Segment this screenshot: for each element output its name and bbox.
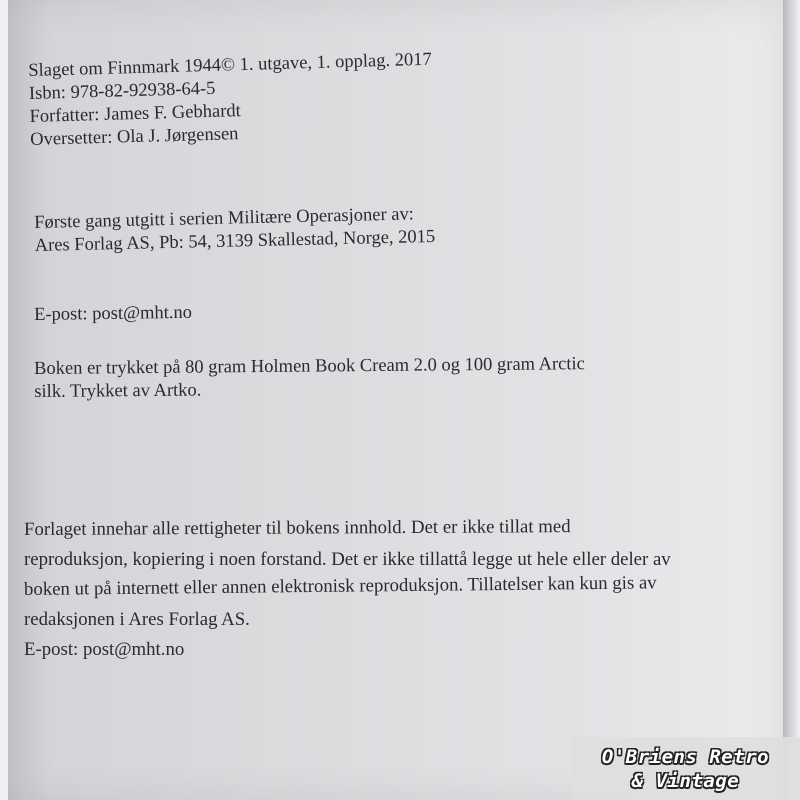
imprint-isbn-line: Isbn: 978-82-92938-64-5: [28, 78, 216, 104]
watermark-line-1: O'Briens Retro: [601, 745, 770, 768]
page-edge: [783, 0, 800, 800]
rights-line-2: reproduksjon, kopiering i noen forstand. Det er ikke tillattå legge ut hele eller deler av: [24, 549, 671, 570]
printing-line-1: Boken er trykket på 80 gram Holmen Book Cream 2.0 og 100 gram Arctic: [34, 354, 585, 379]
first-published-line-1: Første gang utgitt i serien Militære Operasjoner av:: [34, 204, 415, 233]
watermark-line-2: & Vintage: [631, 769, 740, 792]
rights-line-1: Forlaget innehar alle rettigheter til bokens innhold. Det er ikke tillat med: [23, 516, 571, 540]
printing-line-2: silk. Trykket av Artko.: [34, 380, 202, 402]
rights-email-line: E-post: post@mht.no: [24, 639, 185, 660]
book-page: [8, 0, 783, 800]
first-published-line-2: Ares Forlag AS, Pb: 54, 3139 Skallestad, Norge, 2015: [34, 226, 436, 256]
printing-block: [34, 353, 585, 404]
imprint-translator-line: Oversetter: Ola J. Jørgensen: [29, 124, 239, 150]
seller-watermark: [571, 737, 800, 800]
rights-line-4: redaksjonen i Ares Forlag AS.: [24, 609, 250, 630]
rights-line-3: boken ut på internett eller annen elektronisk reproduksjon. Tillatelser kan kun gis av: [23, 572, 657, 600]
contact-email-line: E-post: post@mht.no: [34, 302, 193, 325]
contact-block: [34, 302, 192, 327]
first-published-block: [34, 203, 435, 258]
rights-block: [24, 515, 671, 665]
imprint-author-line: Forfatter: James F. Gebhardt: [29, 101, 242, 127]
imprint-title-line: Slaget om Finnmark 1944© 1. utgave, 1. opplag. 2017: [28, 49, 432, 81]
imprint-block: [28, 49, 434, 152]
